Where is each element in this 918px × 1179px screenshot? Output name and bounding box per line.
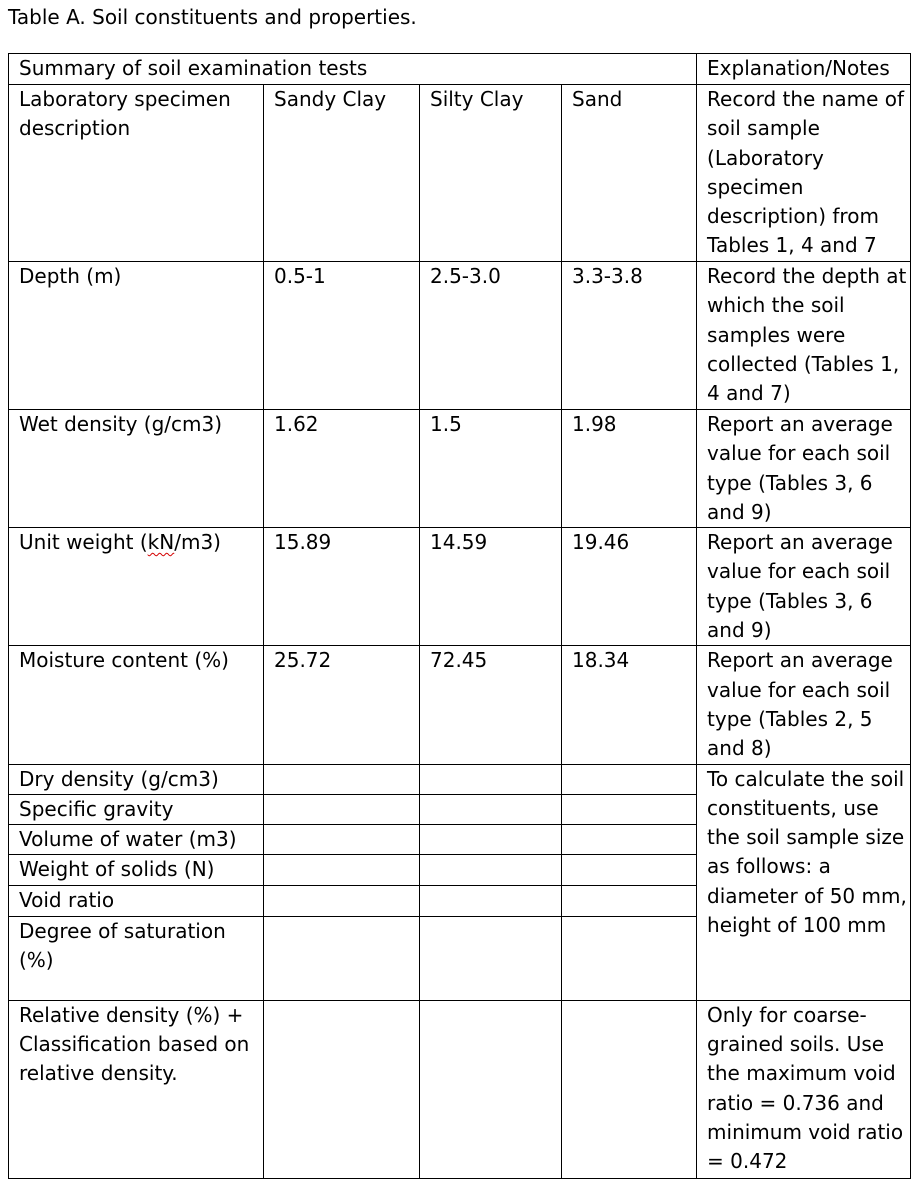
row-note: Only for coarse-grained soils. Use the maximum void ratio = 0.736 and minimum void ratio = 0.472 bbox=[697, 1000, 911, 1178]
table-row bbox=[9, 85, 911, 262]
sandy-clay-cell: 1.62 bbox=[264, 410, 420, 528]
row-label: Laboratory specimen description bbox=[9, 85, 264, 262]
silty-clay-cell: Silty Clay bbox=[420, 85, 562, 262]
row-label-prefix: Unit weight ( bbox=[19, 530, 148, 555]
row-label: Depth (m) bbox=[9, 262, 264, 410]
sand-cell: 18.34 bbox=[562, 646, 697, 764]
table-row bbox=[9, 528, 911, 646]
silty-clay-cell: 1.5 bbox=[420, 410, 562, 528]
sand-cell: Sand bbox=[562, 85, 697, 262]
table-caption: Table A. Soil constituents and properties. bbox=[8, 5, 417, 29]
table-header-row bbox=[9, 54, 911, 85]
sand-cell bbox=[562, 794, 697, 824]
silty-clay-cell: 72.45 bbox=[420, 646, 562, 764]
sandy-clay-cell bbox=[264, 885, 420, 916]
notes-header-cell: Explanation/Notes bbox=[697, 54, 911, 85]
sand-cell bbox=[562, 916, 697, 1000]
computed-group-note: To calculate the soil constituents, use the soil sample size as follows: a diameter of 50 mm, height of 100 mm bbox=[697, 764, 911, 1000]
sand-cell bbox=[562, 825, 697, 855]
row-label: Degree of saturation (%) bbox=[9, 916, 264, 1000]
row-note: Report an average value for each soil type (Tables 2, 5 and 8) bbox=[697, 646, 911, 764]
sandy-clay-cell bbox=[264, 764, 420, 794]
sandy-clay-cell bbox=[264, 855, 420, 885]
sand-cell: 1.98 bbox=[562, 410, 697, 528]
silty-clay-cell bbox=[420, 885, 562, 916]
silty-clay-cell bbox=[420, 764, 562, 794]
sand-cell bbox=[562, 855, 697, 885]
row-label: Moisture content (%) bbox=[9, 646, 264, 764]
row-label: Relative density (%) + Classification based on relative density. bbox=[9, 1000, 264, 1178]
sandy-clay-cell bbox=[264, 916, 420, 1000]
silty-clay-cell bbox=[420, 916, 562, 1000]
row-label: Dry density (g/cm3) bbox=[9, 764, 264, 794]
row-label: Weight of solids (N) bbox=[9, 855, 264, 885]
table-row bbox=[9, 410, 911, 528]
row-label-suffix: /m3) bbox=[174, 530, 221, 555]
sandy-clay-cell: 25.72 bbox=[264, 646, 420, 764]
table-row bbox=[9, 764, 911, 794]
row-note: Record the name of soil sample (Laboratory specimen description) from Tables 1, 4 and 7 bbox=[697, 85, 911, 262]
row-label: Wet density (g/cm3) bbox=[9, 410, 264, 528]
silty-clay-cell bbox=[420, 794, 562, 824]
silty-clay-cell bbox=[420, 855, 562, 885]
table-row bbox=[9, 262, 911, 410]
sand-cell bbox=[562, 885, 697, 916]
table-row bbox=[9, 646, 911, 764]
summary-header-cell: Summary of soil examination tests bbox=[9, 54, 697, 85]
spellcheck-flagged-word[interactable]: kN bbox=[147, 530, 175, 555]
silty-clay-cell: 14.59 bbox=[420, 528, 562, 646]
silty-clay-cell bbox=[420, 1000, 562, 1178]
silty-clay-cell: 2.5-3.0 bbox=[420, 262, 562, 410]
row-label bbox=[9, 528, 264, 646]
sandy-clay-cell: 15.89 bbox=[264, 528, 420, 646]
sand-cell bbox=[562, 764, 697, 794]
table-row bbox=[9, 1000, 911, 1178]
soil-properties-table bbox=[8, 53, 911, 1179]
sandy-clay-cell: Sandy Clay bbox=[264, 85, 420, 262]
sand-cell: 3.3-3.8 bbox=[562, 262, 697, 410]
sand-cell: 19.46 bbox=[562, 528, 697, 646]
row-note: Report an average value for each soil type (Tables 3, 6 and 9) bbox=[697, 528, 911, 646]
row-label: Volume of water (m3) bbox=[9, 825, 264, 855]
row-note: Record the depth at which the soil samples were collected (Tables 1, 4 and 7) bbox=[697, 262, 911, 410]
row-label: Void ratio bbox=[9, 885, 264, 916]
silty-clay-cell bbox=[420, 825, 562, 855]
sand-cell bbox=[562, 1000, 697, 1178]
sandy-clay-cell bbox=[264, 1000, 420, 1178]
sandy-clay-cell: 0.5-1 bbox=[264, 262, 420, 410]
sandy-clay-cell bbox=[264, 794, 420, 824]
row-label: Specific gravity bbox=[9, 794, 264, 824]
sandy-clay-cell bbox=[264, 825, 420, 855]
row-note: Report an average value for each soil type (Tables 3, 6 and 9) bbox=[697, 410, 911, 528]
